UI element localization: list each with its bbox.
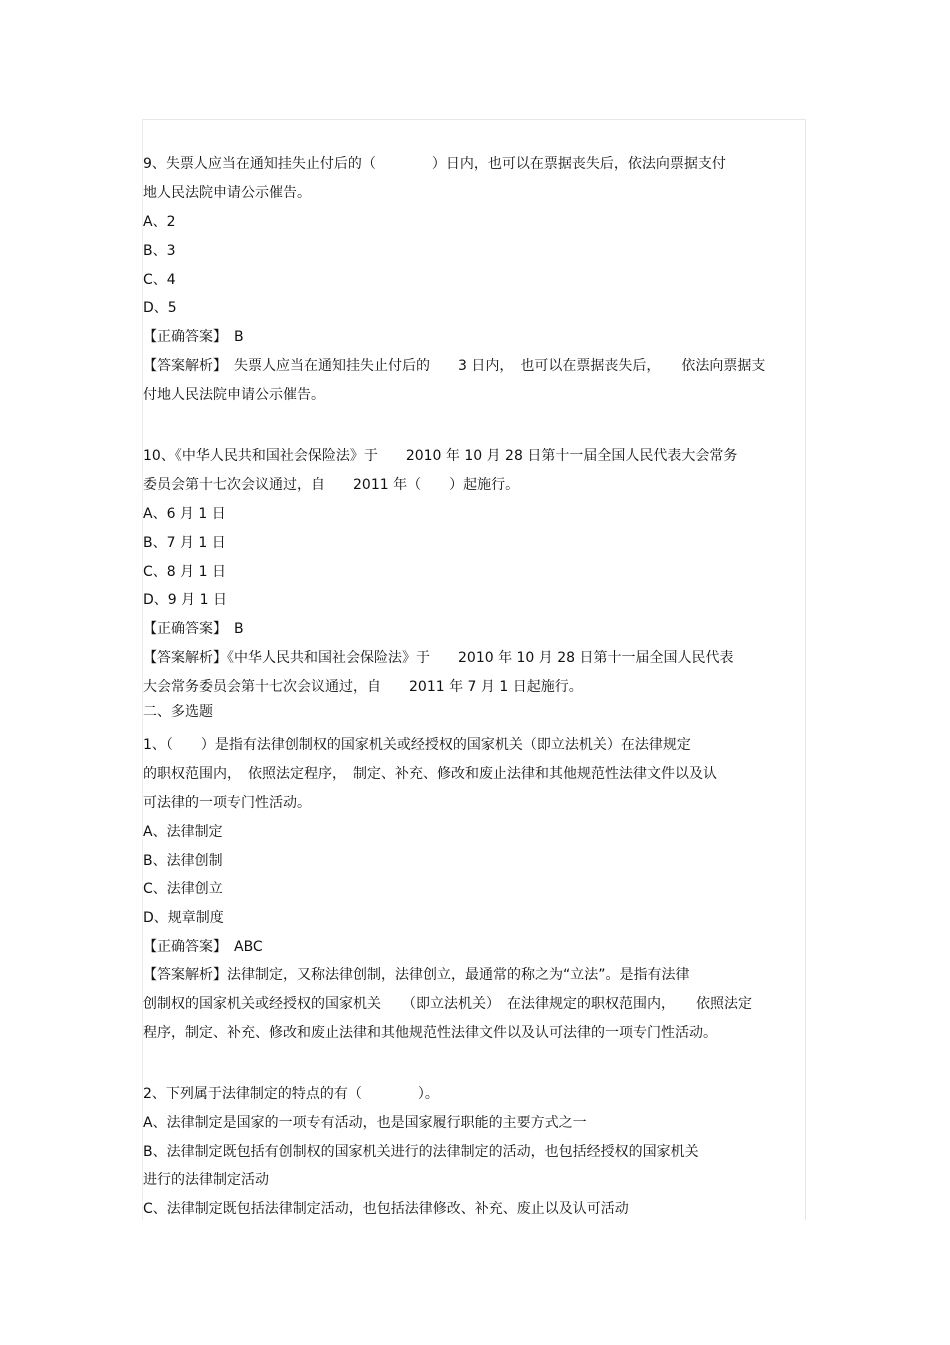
mc-question-1-analysis-line1: 【答案解析】法律制定，又称法律创制，法律创立，最通常的称之为“立法”。是指有法律: [143, 967, 690, 983]
mc-question-1-option-d: D、规章制度: [143, 910, 224, 926]
question-9-option-a: A、2: [143, 214, 176, 230]
question-9-analysis-line2: 付地人民法院申请公示催告。: [143, 387, 325, 403]
question-10-text-line1: 10、《中华人民共和国社会保险法》于 2010 年 10 月 28 日第十一届全国人民代表大会常务: [143, 448, 738, 464]
question-9-text-line2: 地人民法院申请公示催告。: [143, 185, 311, 201]
question-9-option-d: D、5: [143, 300, 177, 316]
mc-question-2-option-a: A、法律制定是国家的一项专有活动，也是国家履行职能的主要方式之一: [143, 1115, 587, 1131]
mc-question-2-option-b-line1: B、法律制定既包括有创制权的国家机关进行的法律制定的活动，也包括经授权的国家机关: [143, 1144, 699, 1160]
mc-question-1-text-line3: 可法律的一项专门性活动。: [143, 795, 311, 811]
question-9-analysis-line1: 【答案解析】 失票人应当在通知挂失止付后的 3 日内， 也可以在票据丧失后， 依法向票据支: [143, 358, 766, 374]
mc-question-1-option-b: B、法律创制: [143, 853, 223, 869]
mc-question-1-option-a: A、法律制定: [143, 824, 223, 840]
question-10-option-a: A、6 月 1 日: [143, 506, 226, 522]
mc-question-1-analysis-line3: 程序，制定、补充、修改和废止法律和其他规范性法律文件以及认可法律的一项专门性活动。: [143, 1025, 717, 1041]
mc-question-1-option-c: C、法律创立: [143, 881, 223, 897]
mc-question-1-analysis-line2: 创制权的国家机关或经授权的国家机关 （即立法机关） 在法律规定的职权范围内， 依照法定: [143, 996, 752, 1012]
page-frame: [142, 119, 806, 1220]
frame-top-border: [142, 119, 806, 120]
question-9-correct-answer: 【正确答案】 B: [143, 329, 244, 345]
frame-right-border: [805, 119, 806, 1220]
mc-question-1-text-line2: 的职权范围内， 依照法定程序， 制定、补充、修改和废止法律和其他规范性法律文件以及认: [143, 766, 717, 782]
mc-question-1-text-line1: 1、（ ）是指有法律创制权的国家机关或经授权的国家机关（即立法机关）在法律规定: [143, 737, 691, 753]
mc-question-2-option-b-line2: 进行的法律制定活动: [143, 1172, 269, 1188]
question-10-option-d: D、9 月 1 日: [143, 592, 227, 608]
mc-question-2-text: 2、下列属于法律制定的特点的有（ ）。: [143, 1086, 439, 1102]
question-10-option-c: C、8 月 1 日: [143, 564, 226, 580]
question-10-text-line2: 委员会第十七次会议通过，自 2011 年（ ）起施行。: [143, 477, 520, 493]
question-9-text-line1: 9、失票人应当在通知挂失止付后的（ ）日内，也可以在票据丧失后，依法向票据支付: [143, 156, 726, 172]
question-9-option-c: C、4: [143, 272, 176, 288]
question-10-option-b: B、7 月 1 日: [143, 535, 226, 551]
mc-question-1-correct-answer: 【正确答案】 ABC: [143, 939, 263, 955]
question-10-analysis-line1: 【答案解析】《中华人民共和国社会保险法》于 2010 年 10 月 28 日第十一届全国人民代表: [143, 650, 734, 666]
mc-question-2-option-c: C、法律制定既包括法律制定活动，也包括法律修改、补充、废止以及认可活动: [143, 1201, 629, 1217]
question-10-correct-answer: 【正确答案】 B: [143, 621, 244, 637]
question-10-analysis-line2: 大会常务委员会第十七次会议通过，自 2011 年 7 月 1 日起施行。: [143, 679, 583, 695]
section-title-multiple-choice: 二、多选题: [143, 704, 213, 720]
question-9-option-b: B、3: [143, 243, 176, 259]
